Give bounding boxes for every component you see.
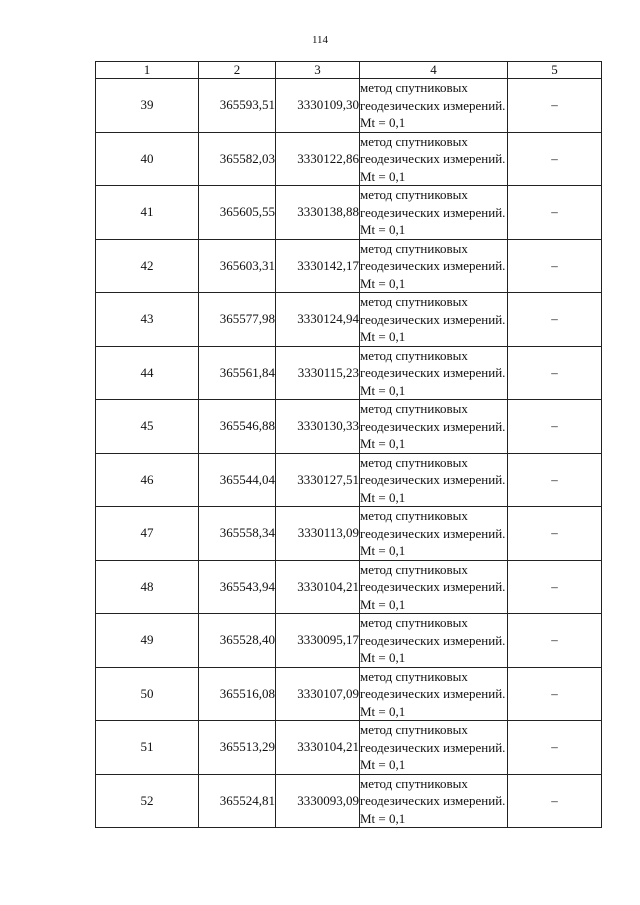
column-header-3: 3 xyxy=(276,62,360,79)
x-coordinate-cell: 365546,88 xyxy=(199,400,276,454)
column-header-4: 4 xyxy=(360,62,508,79)
point-number-cell: 45 xyxy=(96,400,199,454)
table-row xyxy=(96,453,602,507)
y-coordinate-cell: 3330095,17 xyxy=(276,614,360,668)
point-number-cell: 48 xyxy=(96,560,199,614)
point-number-cell: 41 xyxy=(96,186,199,240)
method-cell: метод спутниковых геодезических измерений. Mt = 0,1 xyxy=(360,293,508,347)
method-cell: метод спутниковых геодезических измерений. Mt = 0,1 xyxy=(360,346,508,400)
table-row xyxy=(96,186,602,240)
table-row xyxy=(96,560,602,614)
note-cell: – xyxy=(508,453,602,507)
table-row xyxy=(96,614,602,668)
table-row xyxy=(96,293,602,347)
method-cell: метод спутниковых геодезических измерений. Mt = 0,1 xyxy=(360,721,508,775)
point-number-cell: 42 xyxy=(96,239,199,293)
table-row xyxy=(96,721,602,775)
point-number-cell: 40 xyxy=(96,132,199,186)
note-cell: – xyxy=(508,774,602,828)
x-coordinate-cell: 365603,31 xyxy=(199,239,276,293)
point-number-cell: 47 xyxy=(96,507,199,561)
x-coordinate-cell: 365558,34 xyxy=(199,507,276,561)
coordinates-table xyxy=(95,61,602,828)
method-cell: метод спутниковых геодезических измерений. Mt = 0,1 xyxy=(360,132,508,186)
x-coordinate-cell: 365577,98 xyxy=(199,293,276,347)
y-coordinate-cell: 3330109,30 xyxy=(276,79,360,133)
x-coordinate-cell: 365513,29 xyxy=(199,721,276,775)
x-coordinate-cell: 365516,08 xyxy=(199,667,276,721)
table-row xyxy=(96,667,602,721)
y-coordinate-cell: 3330127,51 xyxy=(276,453,360,507)
note-cell: – xyxy=(508,560,602,614)
note-cell: – xyxy=(508,132,602,186)
note-cell: – xyxy=(508,186,602,240)
method-cell: метод спутниковых геодезических измерений. Mt = 0,1 xyxy=(360,667,508,721)
table-body xyxy=(96,79,602,828)
point-number-cell: 51 xyxy=(96,721,199,775)
table-row xyxy=(96,774,602,828)
point-number-cell: 50 xyxy=(96,667,199,721)
note-cell: – xyxy=(508,614,602,668)
y-coordinate-cell: 3330104,21 xyxy=(276,721,360,775)
table-row xyxy=(96,132,602,186)
method-cell: метод спутниковых геодезических измерений. Mt = 0,1 xyxy=(360,186,508,240)
point-number-cell: 44 xyxy=(96,346,199,400)
method-cell: метод спутниковых геодезических измерений. Mt = 0,1 xyxy=(360,560,508,614)
method-cell: метод спутниковых геодезических измерений. Mt = 0,1 xyxy=(360,453,508,507)
method-cell: метод спутниковых геодезических измерений. Mt = 0,1 xyxy=(360,614,508,668)
note-cell: – xyxy=(508,667,602,721)
table-row xyxy=(96,239,602,293)
note-cell: – xyxy=(508,400,602,454)
y-coordinate-cell: 3330138,88 xyxy=(276,186,360,240)
x-coordinate-cell: 365544,04 xyxy=(199,453,276,507)
point-number-cell: 49 xyxy=(96,614,199,668)
note-cell: – xyxy=(508,79,602,133)
x-coordinate-cell: 365582,03 xyxy=(199,132,276,186)
note-cell: – xyxy=(508,239,602,293)
note-cell: – xyxy=(508,346,602,400)
table-row xyxy=(96,79,602,133)
page-number: 114 xyxy=(311,34,329,46)
note-cell: – xyxy=(508,293,602,347)
y-coordinate-cell: 3330113,09 xyxy=(276,507,360,561)
y-coordinate-cell: 3330104,21 xyxy=(276,560,360,614)
method-cell: метод спутниковых геодезических измерений. Mt = 0,1 xyxy=(360,239,508,293)
y-coordinate-cell: 3330093,09 xyxy=(276,774,360,828)
column-header-5: 5 xyxy=(508,62,602,79)
note-cell: – xyxy=(508,721,602,775)
y-coordinate-cell: 3330124,94 xyxy=(276,293,360,347)
method-cell: метод спутниковых геодезических измерений. Mt = 0,1 xyxy=(360,400,508,454)
y-coordinate-cell: 3330107,09 xyxy=(276,667,360,721)
point-number-cell: 46 xyxy=(96,453,199,507)
point-number-cell: 39 xyxy=(96,79,199,133)
table-header xyxy=(96,62,602,79)
x-coordinate-cell: 365524,81 xyxy=(199,774,276,828)
method-cell: метод спутниковых геодезических измерений. Mt = 0,1 xyxy=(360,79,508,133)
table-row xyxy=(96,346,602,400)
x-coordinate-cell: 365561,84 xyxy=(199,346,276,400)
y-coordinate-cell: 3330142,17 xyxy=(276,239,360,293)
method-cell: метод спутниковых геодезических измерений. Mt = 0,1 xyxy=(360,507,508,561)
column-header-1: 1 xyxy=(96,62,199,79)
note-cell: – xyxy=(508,507,602,561)
header-row xyxy=(96,62,602,79)
x-coordinate-cell: 365593,51 xyxy=(199,79,276,133)
table-row xyxy=(96,400,602,454)
x-coordinate-cell: 365605,55 xyxy=(199,186,276,240)
table-row xyxy=(96,507,602,561)
y-coordinate-cell: 3330130,33 xyxy=(276,400,360,454)
point-number-cell: 52 xyxy=(96,774,199,828)
y-coordinate-cell: 3330115,23 xyxy=(276,346,360,400)
x-coordinate-cell: 365543,94 xyxy=(199,560,276,614)
y-coordinate-cell: 3330122,86 xyxy=(276,132,360,186)
x-coordinate-cell: 365528,40 xyxy=(199,614,276,668)
point-number-cell: 43 xyxy=(96,293,199,347)
method-cell: метод спутниковых геодезических измерений. Mt = 0,1 xyxy=(360,774,508,828)
column-header-2: 2 xyxy=(199,62,276,79)
